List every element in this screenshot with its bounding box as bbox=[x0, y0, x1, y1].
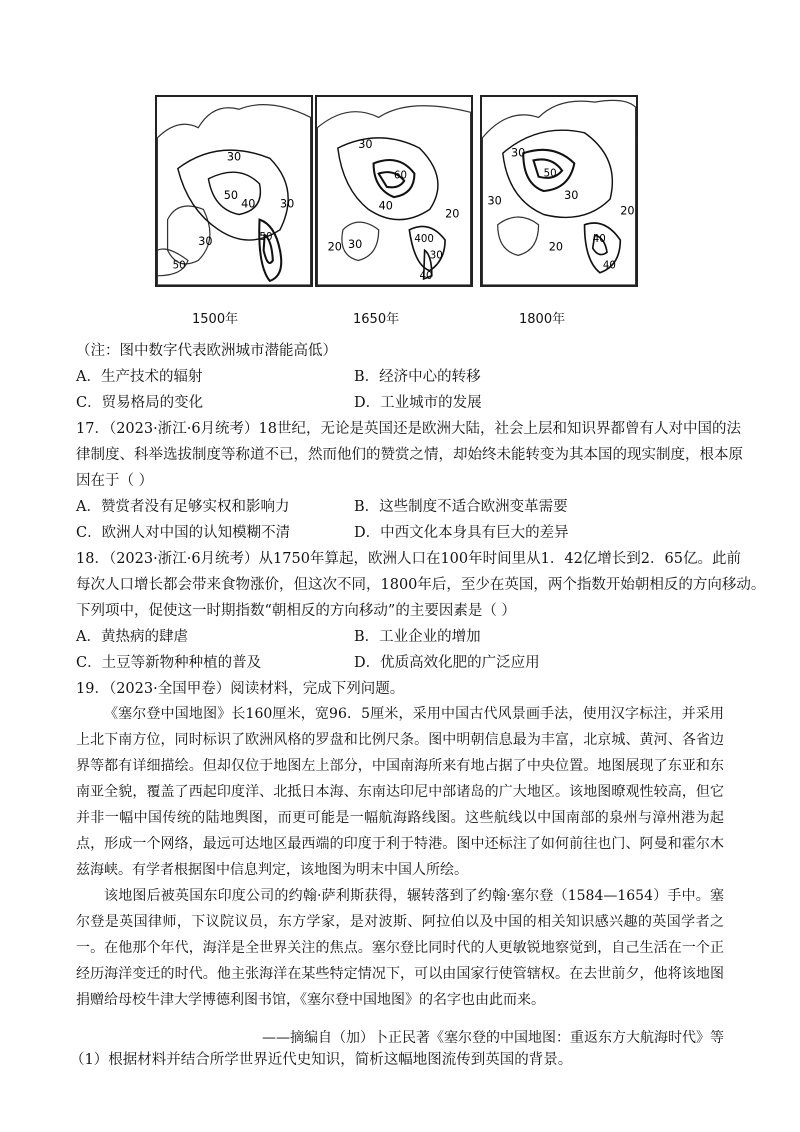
q17-stem-line3: 因在于（ ） bbox=[76, 473, 154, 489]
q17-option-a: A．赞赏者没有足够实权和影响力 bbox=[76, 499, 290, 515]
q19-paragraph-2: 该地图后被英国东印度公司的约翰·萨利斯获得，辗转落到了约翰·塞尔登（1584—1654）手中。塞尔登是英国律师，下议院议员，东方学家，是对波斯、阿拉伯以及中国的相关知识感兴趣的英国学者之一。在他那个年代，海洋是全世界关注的焦点。塞尔登比同时代的人更敏锐地察觉到，自己生活在一个正经历海洋变迁的时代。他主张海洋在某些特定情况下，可以由国家行使管辖权。在去世前夕，他将该地图捐赠给母校牛津大学博德利图书馆，《塞尔登中国地图》的名字也由此而来。 bbox=[76, 888, 724, 1008]
svg-text:30: 30 bbox=[279, 197, 295, 211]
q17-option-b: B．这些制度不适合欧洲变革需要 bbox=[354, 499, 568, 515]
svg-text:60: 60 bbox=[394, 170, 407, 182]
q18-option-b: B．工业企业的增加 bbox=[354, 629, 481, 645]
q19-paragraph-1: 《塞尔登中国地图》长160厘米，宽96．5厘米，采用中国古代风景画手法，使用汉字标注，并采用上北下南方位，同时标识了欧洲风格的罗盘和比例尺条。图中明朝信息最为丰富，北京城、黄河、各省边界等都有详细描绘。但却仅位于地图左上部分，中国南海所来有地占据了中央位置。地图展现了东亚和东南亚全貌，覆盖了西起印度洋、北抵日本海、东南达印尼中部诸岛的广大地区。该地图暸观性较高，但它并非一幅中国传统的陆地舆图，而更可能是一幅航海路线图。这些航线以中国南部的泉州与漳州港为起点，形成一个网络，最远可达地区最西端的印度于利于特港。图中还标注了如何前往也门、阿曼和霍尔木兹海峡。有学者根据图中信息判定，该地图为明末中国人所绘。 bbox=[76, 706, 724, 878]
svg-text:20: 20 bbox=[327, 240, 342, 254]
q16-option-b: B．经济中心的转移 bbox=[354, 369, 481, 385]
svg-text:50: 50 bbox=[223, 189, 239, 203]
svg-text:20: 20 bbox=[620, 204, 635, 218]
q18-option-d: D．优质高效化肥的广泛应用 bbox=[354, 655, 540, 671]
europe-city-potential-maps bbox=[155, 95, 635, 335]
map-1800-drawing bbox=[482, 97, 636, 285]
svg-text:40: 40 bbox=[378, 199, 393, 213]
svg-text:30: 30 bbox=[198, 235, 213, 249]
svg-text:30: 30 bbox=[226, 150, 242, 164]
q16-option-c: C．贸易格局的变化 bbox=[76, 395, 204, 411]
svg-text:20: 20 bbox=[548, 240, 564, 254]
svg-text:20: 20 bbox=[445, 207, 460, 221]
q18-option-c: C．土豆等新物种种植的普及 bbox=[76, 655, 262, 671]
q18-option-a: A．黄热病的肆虐 bbox=[76, 629, 188, 645]
svg-text:30: 30 bbox=[348, 238, 363, 252]
q17-option-c: C．欧洲人对中国的认知模糊不清 bbox=[76, 525, 291, 541]
svg-text:30: 30 bbox=[487, 194, 502, 208]
map-label-1800: 1800年 bbox=[519, 312, 566, 327]
q18-stem-line3: 下列项中，促使这一时期指数“朝相反的方向移动”的主要因素是（ ） bbox=[76, 603, 516, 619]
svg-text:50: 50 bbox=[543, 168, 557, 180]
svg-text:30: 30 bbox=[564, 189, 579, 203]
q19-source: ——摘编自（加）卜正民著《塞尔登的中国地图：重返东方大航海时代》等 bbox=[262, 1030, 724, 1046]
q19-sub-question-1: （1）根据材料并结合所学世界近代史知识，简析这幅地图流传到英国的背景。 bbox=[70, 1052, 573, 1068]
q19-head: 19．（2023·全国甲卷）阅读材料，完成下列问题。 bbox=[76, 681, 405, 697]
svg-text:50: 50 bbox=[259, 232, 273, 244]
map-1500 bbox=[155, 95, 313, 287]
q17-stem-line1: 17．（2023·浙江·6月统考）18世纪，无论是英国还是欧洲大陆，社会上层和知识界都曾有人对中国的法 bbox=[76, 421, 741, 437]
q16-option-d: D．工业城市的发展 bbox=[354, 395, 482, 411]
q17-stem-line2: 律制度、科举选拔制度等称道不已，然而他们的赞赏之情，却始终未能转变为其本国的现实制度，根本原 bbox=[76, 447, 743, 463]
svg-text:30: 30 bbox=[510, 146, 526, 160]
svg-text:40: 40 bbox=[241, 197, 256, 211]
map-label-1500: 1500年 bbox=[192, 312, 239, 327]
q19-material bbox=[76, 701, 724, 1013]
map-label-1650: 1650年 bbox=[353, 312, 400, 327]
map-1800 bbox=[480, 95, 638, 287]
q18-stem-line1: 18．（2023·浙江·6月统考）从1750年算起，欧洲人口在100年时间里从1．42亿增长到2．65亿。此前 bbox=[76, 551, 741, 567]
map-1500-drawing bbox=[157, 97, 311, 285]
svg-text:30: 30 bbox=[429, 250, 443, 262]
svg-text:30: 30 bbox=[358, 138, 373, 152]
map-1650 bbox=[315, 95, 473, 287]
q17-option-d: D．中西文化本身具有巨大的差异 bbox=[354, 525, 569, 541]
svg-text:40: 40 bbox=[419, 270, 433, 282]
q16-option-a: A．生产技术的辐射 bbox=[76, 369, 203, 385]
q18-stem-line2: 每次人口增长都会带来食物涨价，但这次不同，1800年后，至少在英国，两个指数开始朝相反的方向移动。 bbox=[76, 577, 766, 593]
map-1650-drawing bbox=[317, 97, 471, 285]
svg-text:50: 50 bbox=[172, 260, 186, 272]
svg-text:40: 40 bbox=[592, 234, 606, 246]
map-note: （注：图中数字代表欧洲城市潜能高低） bbox=[76, 343, 337, 359]
svg-text:400: 400 bbox=[414, 234, 434, 246]
svg-text:40: 40 bbox=[602, 260, 616, 272]
